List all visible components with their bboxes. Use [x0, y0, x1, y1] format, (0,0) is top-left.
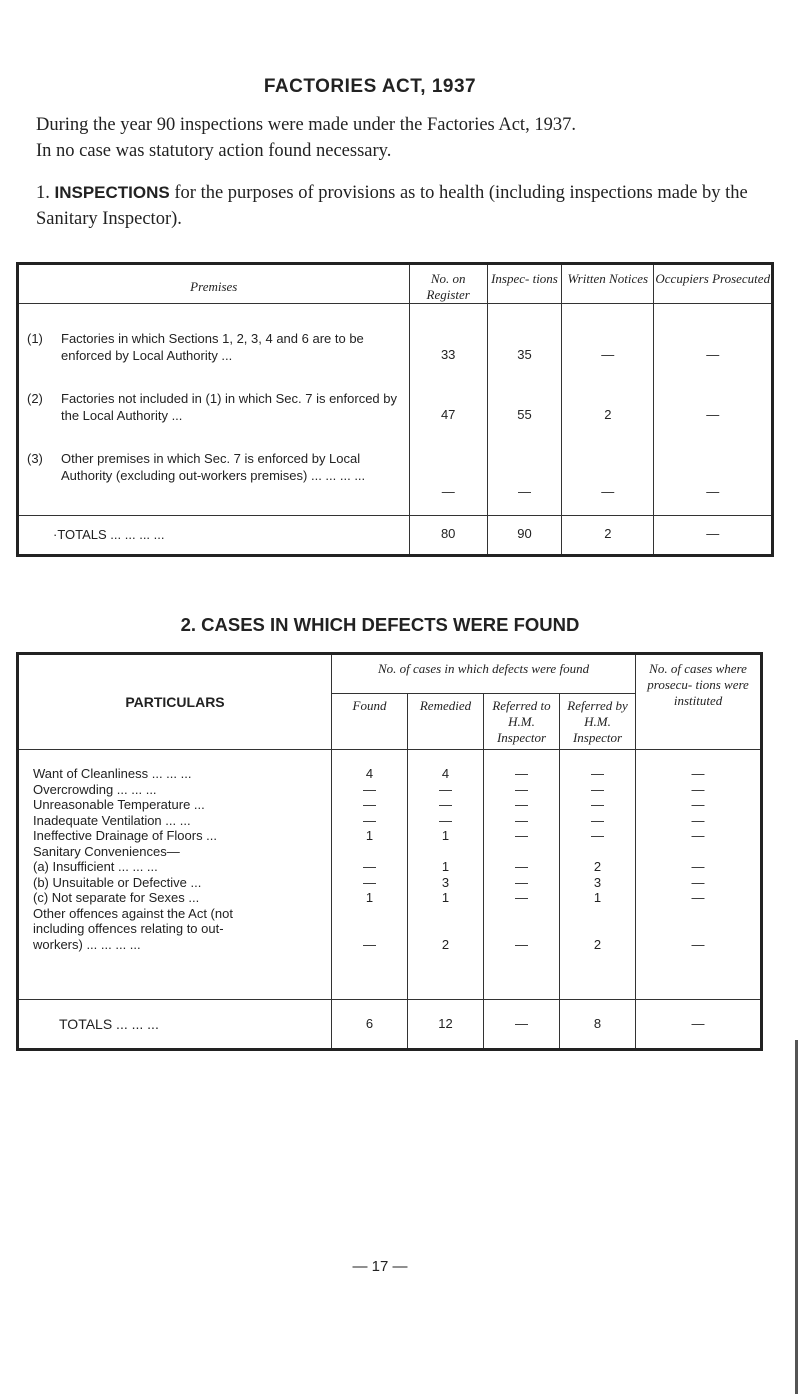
row-text: Other premises in which Sec. 7 is enforced by Local Authority (excluding out-workers premises) ... ... ... ... [61, 451, 366, 483]
prosecutions-cell [636, 750, 762, 1000]
section-1-heading-rest: for the purposes of provisions as to health (including inspections made by the Sanitary Inspector). [36, 183, 748, 229]
header-found: Found [332, 694, 408, 750]
particular-item: Ineffective Drainage of Floors ... [33, 828, 218, 843]
register-value: 47 [440, 407, 456, 422]
remedied-value: — [439, 781, 452, 797]
register-value: — [441, 484, 455, 499]
defects-table [16, 652, 763, 1051]
referred-by-value: — [591, 812, 605, 828]
particular-item: workers) ... ... ... ... [33, 936, 141, 952]
inspections-value: 35 [517, 347, 532, 362]
totals-inspections: 90 [487, 516, 561, 556]
page-title: FACTORIES ACT, 1937 [263, 76, 477, 97]
notices-value: — [601, 347, 615, 362]
prosecutions-value [636, 844, 760, 860]
premises-row-1 [19, 330, 409, 390]
defects-totals-prosecutions: — [636, 1000, 762, 1050]
found-value: 1 [365, 828, 374, 843]
header-notices: Written Notices [562, 264, 654, 304]
particular-item: (c) Not separate for Sexes ... [33, 890, 200, 905]
row-index: (3) [27, 451, 43, 466]
particular-item: (b) Unsuitable or Defective ... [33, 874, 202, 890]
remedied-value [408, 921, 483, 937]
remedied-value: — [439, 812, 452, 828]
register-cell [409, 304, 487, 516]
intro-line-2: In no case was statutory action found necessary. [36, 141, 392, 161]
header-particulars: PARTICULARS [18, 654, 332, 750]
found-value [332, 906, 407, 922]
found-value: — [363, 812, 376, 828]
particular-item: Overcrowding ... ... ... [33, 781, 157, 797]
referred-by-value: 1 [593, 890, 602, 905]
prosecutions-value [636, 906, 760, 922]
intro-line-1: During the year 90 inspections were made under the Factories Act, 1937. [36, 115, 576, 135]
prosecutions-value: — [691, 766, 705, 781]
row-text: Factories not included in (1) in which Sec. 7 is enforced by the Local Authority ... [61, 391, 398, 423]
referred-to-value: — [515, 766, 528, 781]
found-value: 4 [365, 766, 374, 781]
referred-by-cell [560, 750, 636, 1000]
prosecuted-cell [654, 304, 773, 516]
particular-item: Inadequate Ventilation ... ... [33, 812, 191, 828]
section-1-heading [16, 180, 800, 232]
referred-by-value [560, 844, 635, 860]
referred-by-value: — [591, 797, 605, 812]
referred-to-value: — [515, 781, 528, 797]
prosecuted-value: — [706, 407, 720, 422]
particulars-list [33, 766, 327, 952]
prosecuted-value: — [706, 484, 720, 499]
referred-to-value: — [515, 812, 528, 828]
totals-notices: 2 [562, 516, 654, 556]
referred-to-value: — [515, 797, 528, 812]
scan-edge [795, 1040, 798, 1394]
particulars-cell [18, 750, 332, 1000]
particular-item: Other offences against the Act (not [33, 905, 233, 921]
defects-totals-referred-by: 8 [560, 1000, 636, 1050]
header-group: No. of cases in which defects were found [332, 654, 636, 694]
defects-totals-remedied: 12 [408, 1000, 484, 1050]
referred-to-value [484, 921, 559, 937]
inspections-cell [487, 304, 561, 516]
notices-value: — [601, 484, 615, 499]
remedied-value: — [439, 797, 452, 812]
header-prosecutions: No. of cases where prosecu- tions were instituted [636, 654, 762, 750]
particular-item: Unreasonable Temperature ... [33, 797, 205, 812]
prosecutions-value: — [691, 859, 705, 874]
referred-by-value [560, 906, 635, 922]
referred-to-cell [484, 750, 560, 1000]
totals-prosecuted: — [654, 516, 773, 556]
found-value: — [363, 859, 376, 874]
prosecutions-value: — [691, 812, 705, 828]
referred-by-value: 2 [593, 859, 602, 874]
remedied-value [408, 906, 483, 922]
section-1-number: 1. [36, 183, 50, 203]
remedied-value: 1 [441, 859, 450, 874]
page-number: — 17 — [352, 1258, 408, 1275]
particular-item: Sanitary Conveniences— [33, 843, 180, 859]
referred-by-value: — [591, 766, 605, 781]
notices-cell [562, 304, 654, 516]
referred-to-value: — [515, 890, 528, 905]
section-2-heading: 2. CASES IN WHICH DEFECTS WERE FOUND [180, 614, 580, 635]
referred-by-value: 2 [593, 936, 602, 952]
found-value: — [363, 874, 376, 890]
inspections-value: 55 [517, 407, 532, 422]
row-text: Factories in which Sections 1, 2, 3, 4 and 6 are to be enforced by Local Authority ... [61, 331, 364, 363]
referred-by-value: — [591, 828, 605, 843]
inspections-value: — [517, 484, 531, 499]
row-index: (2) [27, 391, 43, 406]
found-value: — [363, 797, 376, 812]
defects-totals-label: TOTALS ... ... ... [18, 1000, 332, 1050]
particular-item: Want of Cleanliness ... ... ... [33, 766, 192, 781]
referred-to-value [484, 906, 559, 922]
notices-value: 2 [604, 407, 612, 422]
particular-item: (a) Insufficient ... ... ... [33, 859, 158, 874]
found-value: — [363, 781, 376, 797]
defects-totals-referred-to: — [484, 1000, 560, 1050]
prosecutions-value: — [691, 874, 705, 890]
found-value: 1 [365, 890, 374, 905]
found-value [332, 844, 407, 860]
remedied-value [408, 844, 483, 860]
prosecutions-value: — [691, 797, 705, 812]
found-cell [332, 750, 408, 1000]
header-inspections: Inspec- tions [487, 264, 561, 304]
found-value [332, 921, 407, 937]
remedied-value: 1 [441, 828, 450, 843]
prosecutions-value: — [691, 890, 705, 905]
row-index: (1) [27, 331, 43, 346]
register-value: 33 [440, 347, 456, 362]
referred-by-value [560, 921, 635, 937]
referred-to-value: — [515, 828, 528, 843]
remedied-value: 4 [441, 766, 450, 781]
prosecutions-value: — [691, 936, 705, 952]
referred-to-value: — [515, 859, 528, 874]
premises-cell [18, 304, 410, 516]
premises-row-2 [19, 390, 409, 450]
remedied-cell [408, 750, 484, 1000]
referred-to-value: — [515, 874, 528, 890]
referred-by-value: 3 [593, 874, 602, 890]
totals-register: 80 [409, 516, 487, 556]
totals-label: ·TOTALS ... ... ... ... [18, 516, 410, 556]
inspections-table [16, 262, 774, 557]
header-referred-by: Referred by H.M. Inspector [560, 694, 636, 750]
particular-item: including offences relating to out- [33, 921, 224, 936]
header-premises: Premises [18, 264, 410, 304]
referred-to-value [484, 844, 559, 860]
prosecuted-value: — [706, 347, 720, 362]
referred-to-value: — [515, 936, 528, 952]
prosecutions-value: — [691, 781, 705, 797]
header-remedied: Remedied [408, 694, 484, 750]
referred-by-value: — [591, 781, 605, 797]
defects-totals-found: 6 [332, 1000, 408, 1050]
remedied-value: 2 [441, 936, 450, 952]
premises-row-3 [19, 450, 409, 484]
header-prosecuted: Occupiers Prosecuted [654, 264, 773, 304]
remedied-value: 1 [441, 890, 450, 905]
prosecutions-value [636, 921, 760, 937]
header-register: No. on Register [409, 264, 487, 304]
prosecutions-value: — [691, 828, 705, 843]
found-value: — [363, 936, 376, 952]
header-referred-to: Referred to H.M. Inspector [484, 694, 560, 750]
section-1-heading-strong: INSPECTIONS [54, 183, 170, 202]
remedied-value: 3 [441, 874, 450, 890]
